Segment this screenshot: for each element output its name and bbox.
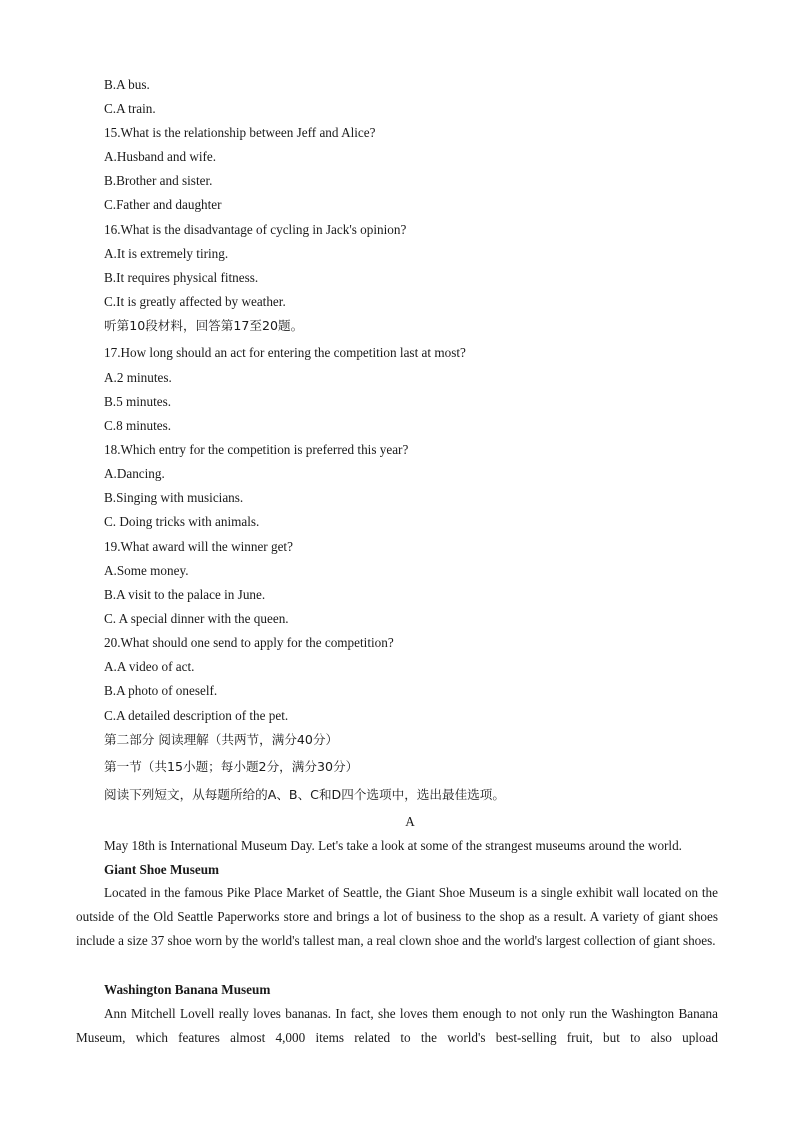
q15-option-a: A.Husband and wife. — [104, 149, 217, 164]
q20-option-a: A.A video of act. — [104, 659, 195, 674]
q18-option-b: B.Singing with musicians. — [104, 490, 244, 505]
q19-option-c: C. A special dinner with the queen. — [104, 611, 289, 626]
reading-part-title: 第二部分 阅读理解（共两节，满分40分） — [104, 732, 339, 747]
q20-option-c: C.A detailed description of the pet. — [104, 708, 289, 723]
q14-option-c: C.A train. — [104, 101, 156, 116]
q16-question: 16.What is the disadvantage of cycling in Jack's opinion? — [104, 222, 407, 237]
passage-intro: May 18th is International Museum Day. Let's take a look at some of the strangest museums around the world. — [104, 838, 682, 853]
section10-instruction: 听第10段材料，回答第17至20题。 — [104, 318, 304, 333]
museum2-heading: Washington Banana Museum — [104, 982, 271, 997]
q19-option-b: B.A visit to the palace in June. — [104, 587, 266, 602]
q19-question: 19.What award will the winner get? — [104, 539, 293, 554]
q20-question: 20.What should one send to apply for the competition? — [104, 635, 394, 650]
museum1-body: Located in the famous Pike Place Market of Seattle, the Giant Shoe Museum is a single exhibit wall located on the outside of the Old Seattle Paperworks store and brings a lot of business to the shop as a result. A variety of giant shoes include a size 37 shoe worn by the world's tallest man, a real clown shoe and the world's largest collection of giant shoes. — [76, 885, 718, 949]
q17-option-c: C.8 minutes. — [104, 418, 172, 433]
q15-option-c: C.Father and daughter — [104, 197, 222, 212]
q16-option-a: A.It is extremely tiring. — [104, 246, 229, 261]
q15-option-b: B.Brother and sister. — [104, 173, 213, 188]
q17-option-a: A.2 minutes. — [104, 370, 172, 385]
q18-option-a: A.Dancing. — [104, 466, 165, 481]
q16-option-c: C.It is greatly affected by weather. — [104, 294, 286, 309]
q17-question: 17.How long should an act for entering the competition last at most? — [104, 345, 466, 360]
q17-option-b: B.5 minutes. — [104, 394, 172, 409]
reading-instruction: 阅读下列短文，从每题所给的A、B、C和D四个选项中，选出最佳选项。 — [104, 787, 505, 802]
q18-option-c: C. Doing tricks with animals. — [104, 514, 260, 529]
q15-question: 15.What is the relationship between Jeff and Alice? — [104, 125, 376, 140]
museum2-body: Ann Mitchell Lovell really loves bananas. In fact, she loves them enough to not only run the Washington Banana Museum, which features almost 4,000 items related to the world's best-selling fruit, but to also upload — [76, 1006, 718, 1046]
q16-option-b: B.It requires physical fitness. — [104, 270, 259, 285]
museum1-heading: Giant Shoe Museum — [104, 862, 220, 877]
q19-option-a: A.Some money. — [104, 563, 189, 578]
q20-option-b: B.A photo of oneself. — [104, 683, 218, 698]
passage-label: A — [405, 814, 415, 829]
reading-section-title: 第一节（共15小题；每小题2分，满分30分） — [104, 759, 359, 774]
q14-option-b: B.A bus. — [104, 77, 150, 92]
q18-question: 18.Which entry for the competition is preferred this year? — [104, 442, 409, 457]
